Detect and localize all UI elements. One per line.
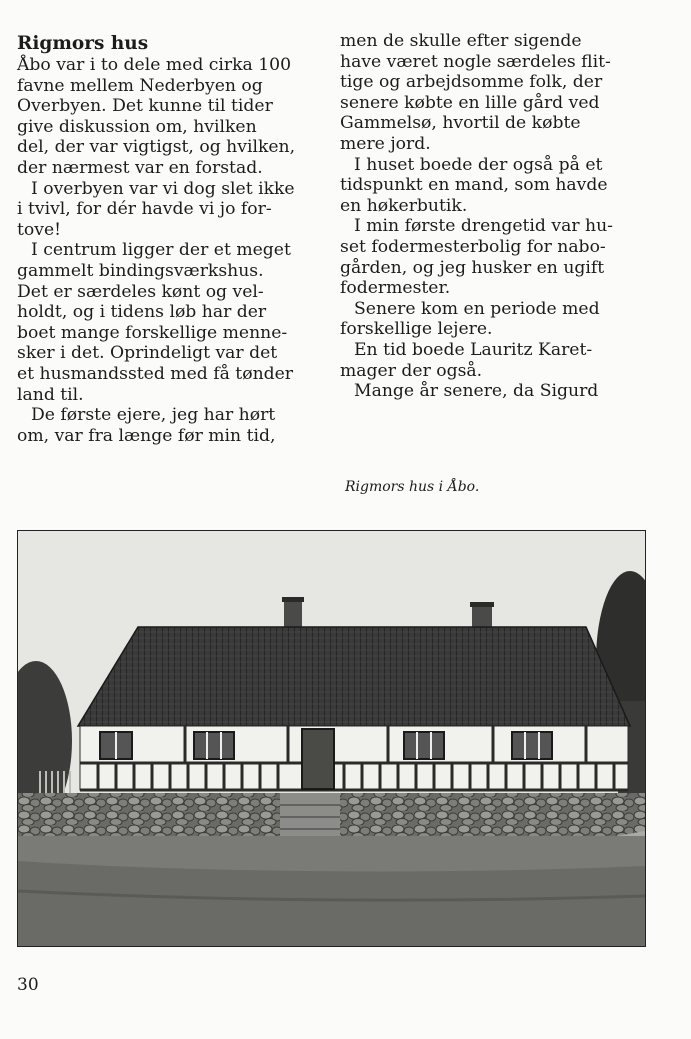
text-line: en høkerbutik. xyxy=(340,195,468,216)
text-line: forskellige lejere. xyxy=(340,319,493,340)
text-line: del, der var vigtigst, og hvilken, xyxy=(17,137,296,158)
text-line: Senere kom en periode med xyxy=(354,298,600,319)
text-line: sker i det. Oprindeligt var det xyxy=(17,343,278,364)
text-line: der nærmest var en forstad. xyxy=(17,157,263,178)
text-line: I overbyen var vi dog slet ikke xyxy=(31,178,295,199)
window xyxy=(404,732,444,759)
text-line: Gammelsø, hvortil de købte xyxy=(340,113,581,134)
right-column xyxy=(340,31,670,402)
text-line: tige og arbejdsomme folk, der xyxy=(340,72,603,93)
text-line: gården, og jeg husker en ugift xyxy=(340,257,605,278)
thatched-roof xyxy=(78,627,630,726)
text-line: men de skulle efter sigende xyxy=(340,31,582,51)
left-column xyxy=(17,31,329,446)
text-line: tidspunkt en mand, som havde xyxy=(340,175,608,196)
chimney-left xyxy=(284,599,302,631)
text-line: En tid boede Lauritz Karet- xyxy=(354,339,593,360)
text-line: give diskussion om, hvilken xyxy=(17,116,257,137)
text-line: i tvivl, for dér havde vi jo for- xyxy=(17,199,272,220)
house-illustration xyxy=(18,531,645,946)
text-line: I centrum ligger der et meget xyxy=(31,240,291,261)
text-line: mere jord. xyxy=(340,133,431,154)
text-line: gammelt bindingsværkshus. xyxy=(17,260,264,281)
text-line: land til. xyxy=(17,384,84,405)
house-photo xyxy=(17,530,646,947)
text-line: set fodermesterbolig for nabo- xyxy=(340,236,606,257)
text-line: om, var fra længe før min tid, xyxy=(17,425,276,446)
text-line: Det er særdeles kønt og vel- xyxy=(17,281,264,302)
text-line: et husmandssted med få tønder xyxy=(17,363,294,384)
photo-caption: Rigmors hus i Åbo. xyxy=(345,479,480,495)
article-heading: Rigmors hus xyxy=(17,33,149,54)
text-line: favne mellem Nederbyen og xyxy=(17,75,263,96)
text-line: holdt, og i tidens løb har der xyxy=(17,302,267,323)
text-line: senere købte en lille gård ved xyxy=(340,92,600,113)
text-line: have været nogle særdeles flit- xyxy=(340,51,611,72)
text-line: boet mange forskellige menne- xyxy=(17,322,288,343)
text-line: Overbyen. Det kunne til tider xyxy=(17,96,273,117)
text-line: tove! xyxy=(17,219,62,240)
text-line: I huset boede der også på et xyxy=(354,154,603,175)
window xyxy=(194,732,234,759)
text-line: Åbo var i to dele med cirka 100 xyxy=(17,55,292,75)
text-line: Mange år senere, da Sigurd xyxy=(354,381,599,402)
page-number: 30 xyxy=(17,975,39,995)
front-door xyxy=(302,729,334,789)
text-line: I min første drengetid var hu- xyxy=(354,216,613,237)
text-line: De første ejere, jeg har hørt xyxy=(31,405,276,426)
text-line: fodermester. xyxy=(340,278,451,299)
window xyxy=(512,732,552,759)
text-line: mager der også. xyxy=(340,360,483,381)
